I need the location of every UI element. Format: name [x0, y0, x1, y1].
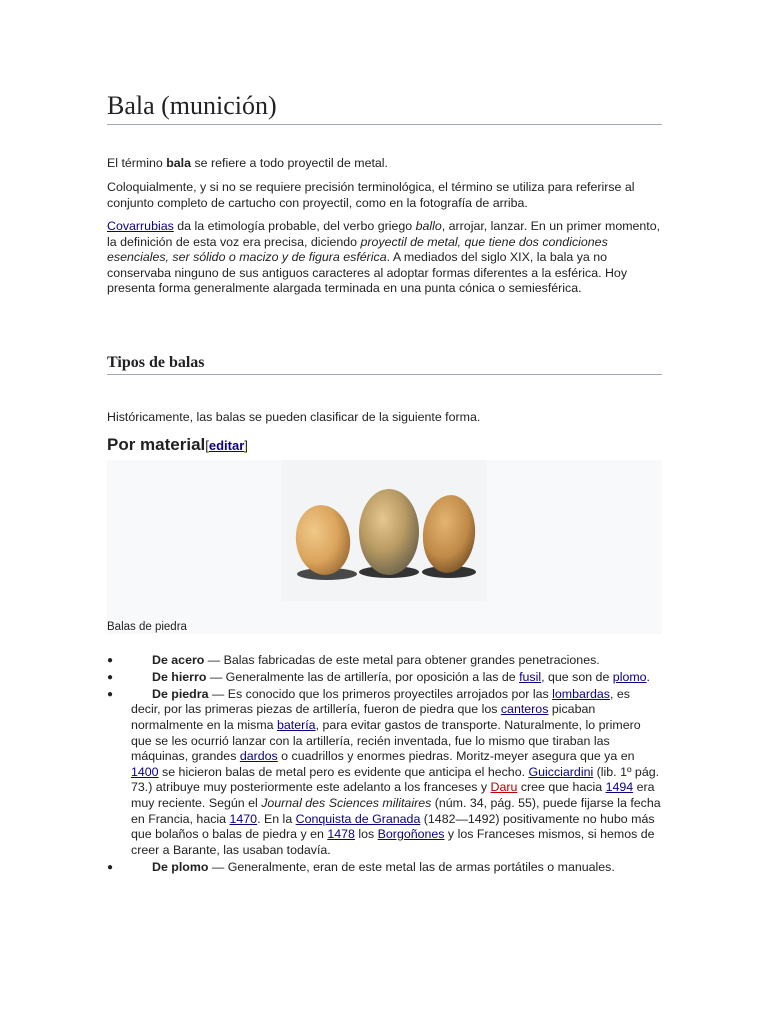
- stone-bullet-1: [291, 502, 354, 579]
- link-borgonones[interactable]: Borgoñones: [377, 827, 445, 842]
- intro-paragraph-1: [107, 156, 662, 172]
- bullet-icon: ●: [107, 671, 114, 683]
- intro-text: se refiere a todo proyectil de metal.: [191, 156, 388, 170]
- list-term: De piedra: [152, 686, 209, 701]
- section-heading-text: Por material: [107, 435, 206, 454]
- link-plomo[interactable]: plomo: [612, 669, 647, 684]
- list-term: De acero: [152, 653, 205, 667]
- link-conquista-de-granada[interactable]: Conquista de Granada: [295, 811, 421, 826]
- paragraph-text: da la etimología probable, del verbo griego: [173, 219, 416, 233]
- list-item-hierro: [107, 670, 662, 686]
- list-text: cree que hacia: [517, 780, 606, 795]
- list-term: De plomo: [152, 859, 209, 874]
- link-bateria[interactable]: batería: [277, 717, 316, 732]
- stone-bullet-2: [359, 489, 419, 575]
- list-text: y los Franceses mismos, si hemos de creer a Barante, las usaban todavía.: [131, 827, 655, 857]
- list-text: — Generalmente, eran de este metal las de armas portátiles o manuales.: [208, 859, 615, 874]
- link-canteros[interactable]: canteros: [500, 702, 549, 717]
- edit-section: [205, 438, 248, 453]
- list-text: picaban normalmente en la misma: [131, 702, 596, 732]
- figure-box: [107, 460, 662, 634]
- list-text: se hicieron balas de metal pero es evidente que anticipa el hecho.: [158, 764, 529, 779]
- bullet-icon: ●: [107, 655, 114, 666]
- link-daru[interactable]: Daru: [490, 780, 518, 795]
- list-text: . En la: [257, 811, 296, 826]
- intro-text: El término: [107, 156, 167, 170]
- material-list: [107, 653, 662, 877]
- paragraph-text: , arrojar, lanzar. En un primer momento, la definición de esta voz era precisa, diciendo: [107, 219, 661, 249]
- list-text: (1482—1492) positivamente no hubo más que bolaños o balas de piedra y en: [131, 811, 655, 842]
- italic-journal-title: Journal des Sciences militaires: [261, 795, 432, 810]
- bullet-icon: ●: [107, 861, 114, 873]
- list-item-acero: [107, 653, 662, 669]
- intro-paragraph-3: [107, 219, 662, 297]
- list-item-piedra: [107, 687, 662, 859]
- list-text: — Balas fabricadas de este metal para obtener grandes penetraciones.: [204, 653, 600, 667]
- section-heading-material: [107, 434, 248, 457]
- link-1400[interactable]: 1400: [131, 764, 159, 779]
- list-text: — Generalmente las de artillería, por oposición a las de: [206, 669, 520, 684]
- list-text: los: [354, 827, 378, 842]
- list-text: .: [646, 669, 650, 684]
- list-item-plomo: [107, 860, 662, 876]
- figure-caption: Balas de piedra: [107, 621, 187, 633]
- list-text: , para evitar gastos de transporte. Naturalmente, lo primero que se les ocurrió lanzar con la artillería, recién inventada, fue lo mismo que tiraban las máquinas, grandes: [131, 717, 641, 764]
- page-title: Bala (munición): [107, 88, 662, 125]
- list-text: o cuadrillos y enormes piedras. Moritz-meyer asegura que ya en: [277, 749, 635, 764]
- intro-paragraph-2: Coloquialmente, y si no se requiere precisión terminológica, el término se utiliza para referirse al conjunto completo de cartucho con proyectil, como en la fotografía de arriba.: [107, 180, 635, 210]
- list-text: , que son de: [541, 669, 613, 684]
- stone-bullets-image: [281, 460, 487, 601]
- section-heading-tipos: Tipos de balas: [107, 352, 662, 375]
- list-text: era muy reciente. Según el: [131, 780, 655, 810]
- intro-bold-term: bala: [166, 156, 192, 170]
- tipos-paragraph: Históricamente, las balas se pueden clasificar de la siguiente forma.: [107, 410, 481, 424]
- stone-bullet-3: [420, 493, 479, 575]
- link-dardos[interactable]: dardos: [239, 749, 278, 764]
- link-1470[interactable]: 1470: [229, 811, 258, 826]
- list-text: (núm. 34, pág. 55), puede fijarse la fecha en Francia, hacia: [131, 795, 661, 826]
- paragraph-text: . A mediados del siglo XIX, la bala ya no conservaba ninguno de sus antiguos caracteres al adoptar formas diferentes a la esférica. Hoy presenta forma generalmente alargada terminada en una punta cónica o semiesférica.: [107, 250, 628, 296]
- list-text: (lib. 1º pág. 73.) atribuye muy posteriormente este adelanto a los franceses y: [131, 764, 660, 795]
- edit-bracket: ]: [244, 438, 248, 453]
- link-fusil[interactable]: fusil: [519, 669, 542, 684]
- link-1494[interactable]: 1494: [605, 780, 634, 795]
- stone-bullets-photo: [281, 460, 487, 601]
- link-covarrubias[interactable]: Covarrubias: [107, 219, 174, 233]
- list-text: , es decir, por las primeras piezas de artillería, fueron de piedra que los: [131, 686, 630, 717]
- list-term: De hierro: [152, 669, 207, 684]
- italic-quote: proyectil de metal, que tiene dos condiciones esenciales, ser sólido o macizo y de figura esférica: [107, 234, 608, 265]
- list-text: — Es conocido que los primeros proyectiles arrojados por las: [208, 686, 553, 701]
- edit-bracket: [: [205, 438, 209, 453]
- italic-term: ballo: [415, 219, 442, 233]
- edit-link[interactable]: editar: [208, 438, 245, 453]
- link-lombardas[interactable]: lombardas: [552, 686, 610, 701]
- link-guicciardini[interactable]: Guicciardini: [528, 764, 594, 779]
- link-1478[interactable]: 1478: [327, 827, 355, 842]
- bullet-icon: ●: [107, 688, 114, 700]
